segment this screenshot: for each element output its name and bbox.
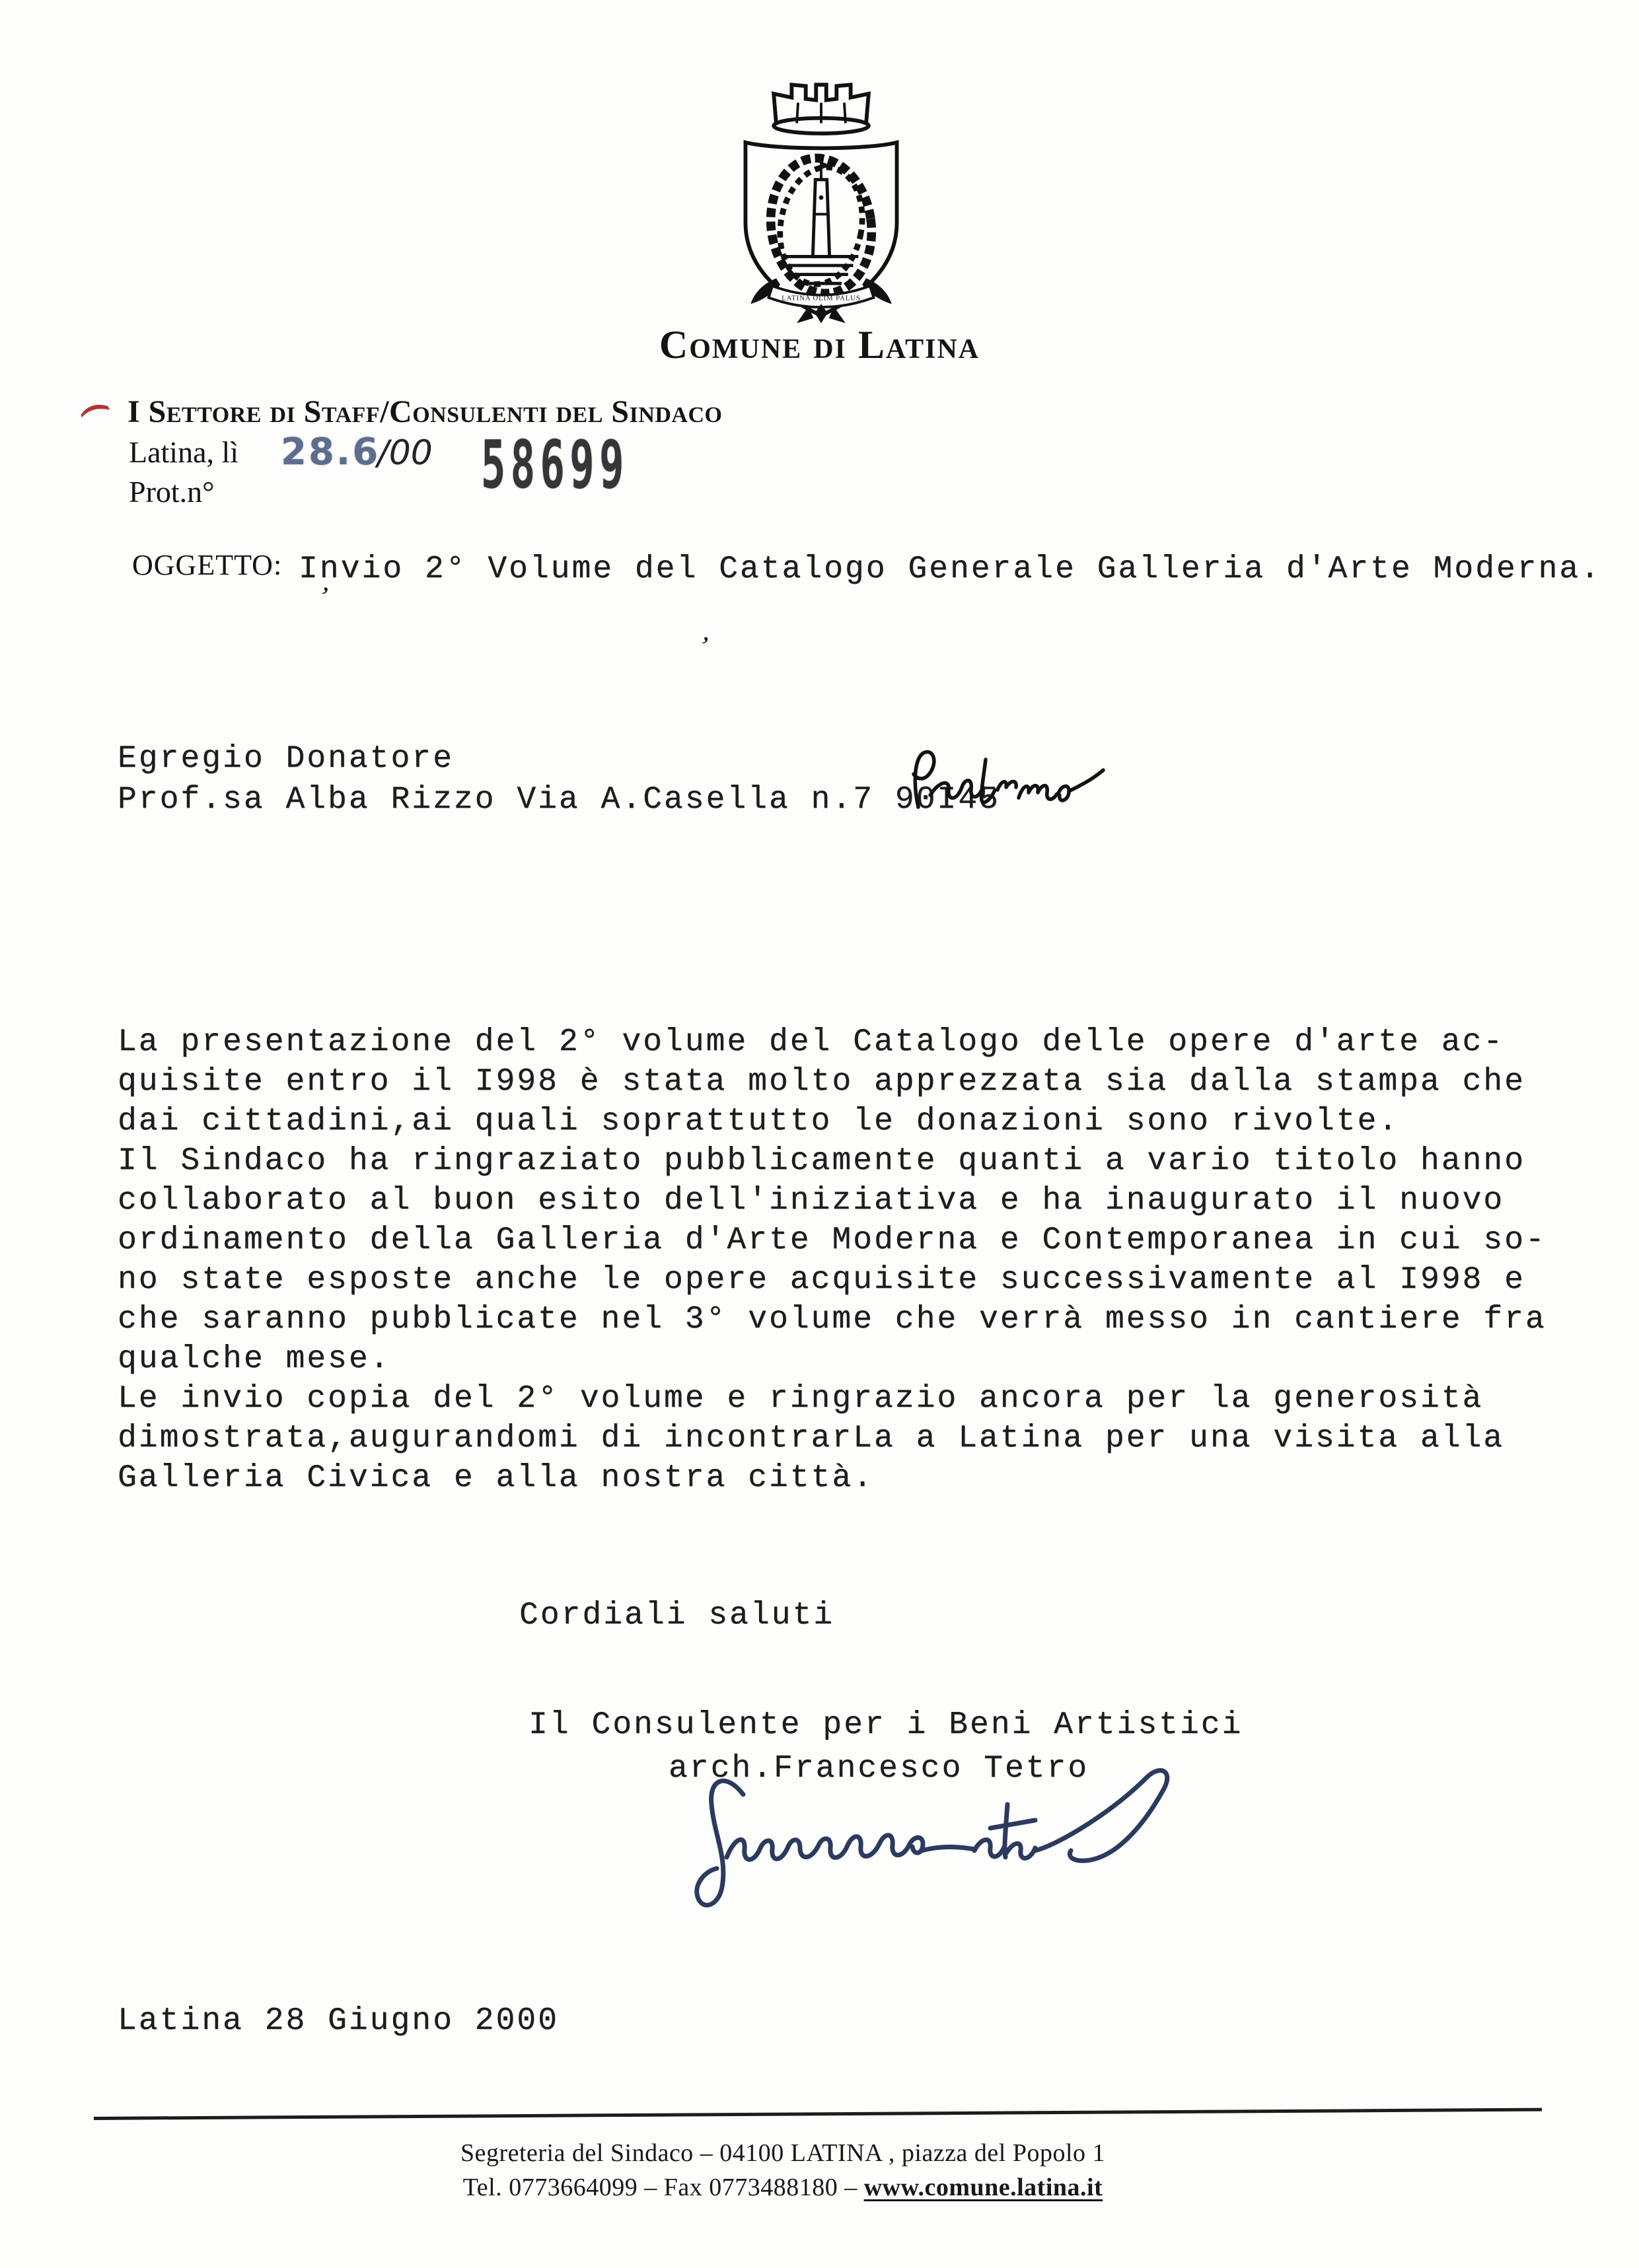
date-stamp-year: /00 (377, 433, 433, 473)
footer-website-link: www.comune.latina.it (863, 2174, 1103, 2201)
ink-speck: ’ (694, 630, 713, 663)
coat-of-arms-icon (712, 71, 930, 329)
date-stamp-day-month: 28.6 (281, 431, 381, 474)
closing-salutation: Cordiali saluti (519, 1598, 835, 1633)
body-line: che saranno pubblicate nel 3° volume che verrà messo in cantiere fra (118, 1302, 1547, 1337)
footer-tel-fax: Tel. 0773664099 – Fax 0773488180 – (462, 2174, 864, 2201)
municipality-title: Comune di Latina (659, 323, 980, 367)
body-line: dai cittadini,ai quali soprattutto le donazioni sono rivolte. (118, 1104, 1400, 1139)
signature-handwriting (664, 1758, 1245, 1917)
ink-speck: ’ (315, 581, 332, 614)
body-line: La presentazione del 2° volume del Catalogo delle opere d'arte ac- (118, 1024, 1505, 1060)
footer-address: Segreteria del Sindaco – 04100 LATINA , piazza del Popolo 1 (460, 2139, 1106, 2167)
subject-label: OGGETTO: (132, 549, 283, 581)
place-date-label: Latina, lì (129, 435, 239, 469)
protocol-number-stamp: 58699 (481, 426, 629, 503)
recipient-block (118, 738, 1000, 820)
body-line: collaborato al buon esito dell'iniziativa e ha inaugurato il nuovo (118, 1183, 1505, 1219)
subject-text: Invio 2° Volume del Catalogo Generale Galleria d'Arte Moderna. (299, 551, 1601, 587)
body-line: quisite entro il I998 è stata molto apprezzata sia dalla stampa che (118, 1064, 1525, 1100)
body-line: Le invio copia del 2° volume e ringrazio ancora per la generosità (118, 1381, 1484, 1417)
body-line: no state esposte anche le opere acquisite successivamente al I998 e (118, 1262, 1525, 1298)
tower (813, 180, 829, 256)
footer-contacts (0, 2173, 1566, 2202)
recipient-salutation: Egregio Donatore (118, 741, 454, 777)
signer-title: Il Consulente per i Beni Artistici (528, 1707, 1243, 1743)
body-line: Il Sindaco ha ringraziato pubblicamente quanti a vario titolo hanno (118, 1143, 1525, 1179)
footer-divider (94, 2108, 1542, 2120)
body-line: ordinamento della Galleria d'Arte Moderna e Contemporanea in cui so- (118, 1223, 1547, 1258)
dateline: Latina 28 Giugno 2000 (118, 2003, 559, 2039)
red-pen-mark (77, 400, 114, 421)
recipient-address: Prof.sa Alba Rizzo Via A.Casella n.7 90I45 (118, 782, 1000, 818)
body-line: Galleria Civica e alla nostra città. (118, 1460, 874, 1496)
signer-name: arch.Francesco Tetro (669, 1751, 1089, 1787)
body-line: qualche mese. (118, 1341, 391, 1377)
date-stamp (281, 431, 433, 474)
department-line: I Settore di Staff/Consulenti del Sindaco (127, 394, 723, 429)
letter-body (118, 1022, 1547, 1498)
handwritten-city (893, 741, 1111, 823)
motto-text: LATINA OLIM PALUS (782, 294, 861, 302)
body-line: dimostrata,augurandomi di incontrarLa a Latina per una visita alla (118, 1421, 1505, 1456)
protocol-label: Prot.n° (129, 475, 215, 509)
